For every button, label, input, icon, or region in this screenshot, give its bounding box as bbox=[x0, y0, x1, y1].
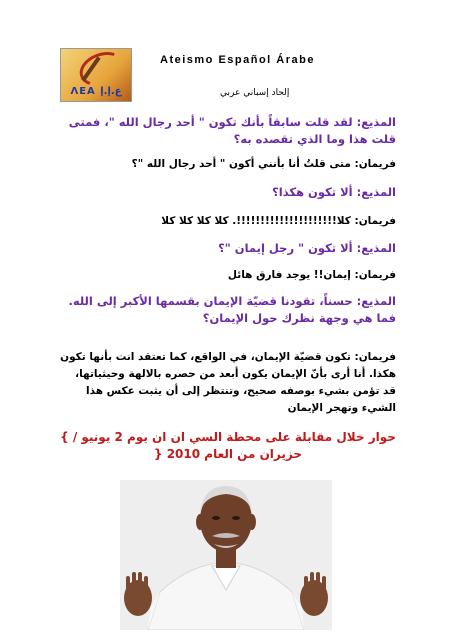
freeman-answer-3: فريمان: إيمان!! يوجد فارق هائل bbox=[227, 269, 396, 281]
site-logo bbox=[60, 48, 132, 102]
interviewer-question-4: المذيع: حسناً، تقودنا قضيّة الإيمان بقسمها الأكبر إلى الله. فما هي وجهة نظرك حول الإيمان؟ bbox=[68, 294, 396, 325]
freeman-answer-2: فريمان: كلا!!!!!!!!!!!!!!!!!!!!!. كلا كلا كلا كلا bbox=[161, 215, 396, 227]
freeman-answer-1: فريمان: متى قلتُ أنا بأنني أكون " أحد رجال الله "؟ bbox=[131, 158, 396, 170]
freeman-answer-4: فريمان: تكون قضيّة الإيمان، في الواقع، كما تعتقد انت بأنها تكون هكذا. أنا أرى بأنّ الإيمان يكون أبعد من حصره بالالهة وحيثياتها، قد تؤمن بشيء بوصفه صحيح، وتنتظر إلى أن يثبت عكس هذا الشيء وتهجر الإيمان bbox=[60, 351, 396, 414]
interviewer-question-1: المذيع: لقد قلت سابقاً بأنك تكون " أحد رجال الله "، فمتى قلت هذا وما الذي تقصده به؟ bbox=[68, 115, 396, 146]
document-header bbox=[60, 48, 400, 104]
interviewer-question-2: المذيع: ألا تكون هكذا؟ bbox=[272, 185, 396, 199]
man-in-white-suit-photo bbox=[120, 480, 332, 630]
interviewer-question-3: المذيع: ألا تكون " رجل إيمان "؟ bbox=[218, 241, 396, 255]
interview-source-note: حوار خلال مقابلة على محطة السي ان ان يوم 2 يونيو / } حزيران من العام 2010 { bbox=[60, 430, 396, 461]
site-subtitle: إلحاد إسباني عربي bbox=[220, 88, 290, 98]
logo-text: ΛΕΑ ع.إ.إ bbox=[70, 86, 122, 97]
site-title: Ateismo Español Árabe bbox=[160, 54, 315, 66]
photo-illustration bbox=[120, 480, 332, 630]
